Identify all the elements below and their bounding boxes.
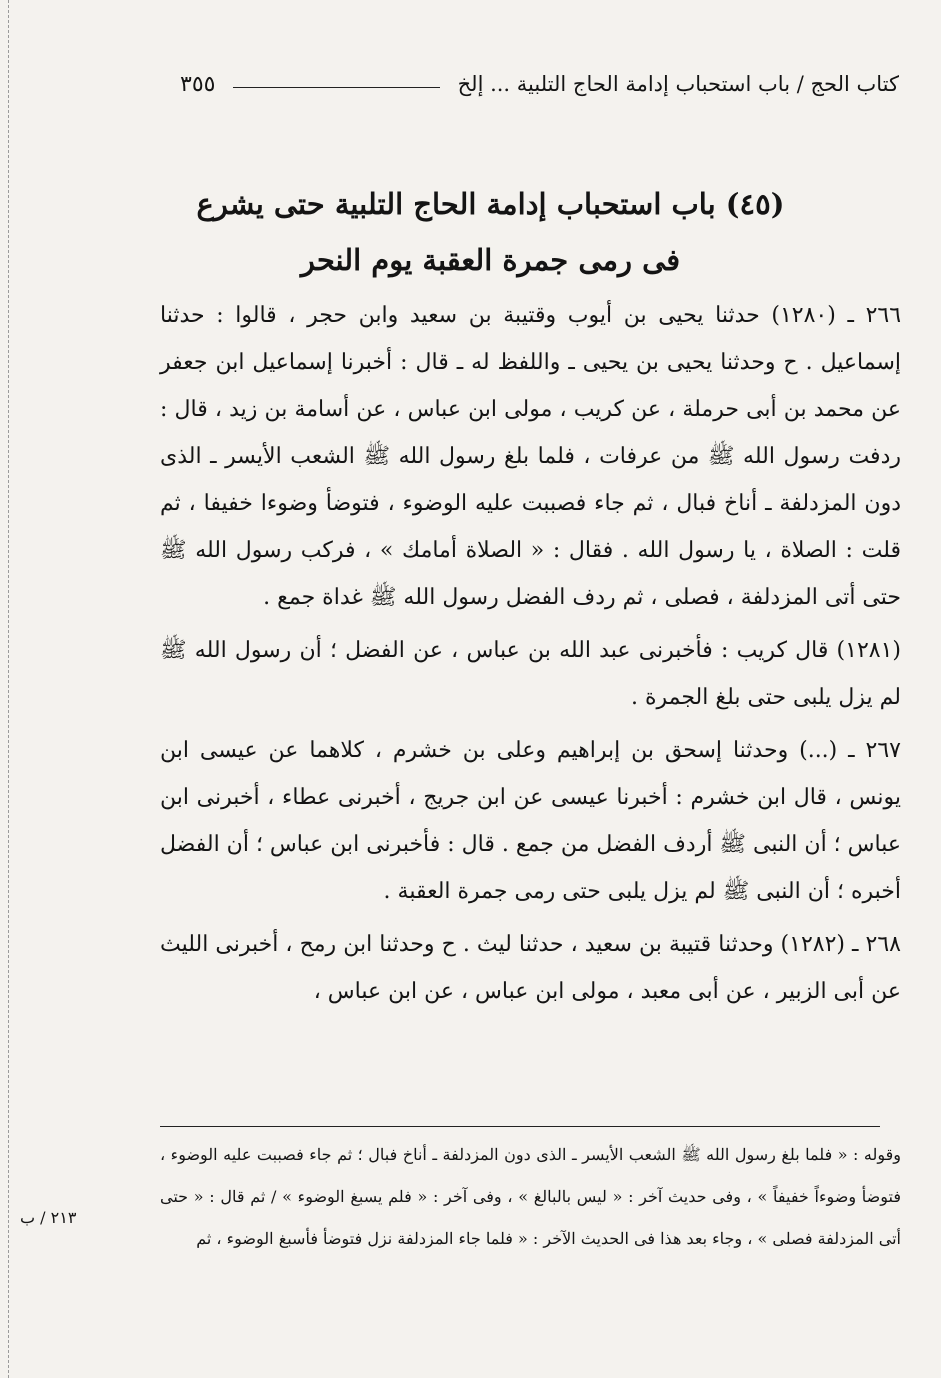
chapter-title-line-1: (٤٥) باب استحباب إدامة الحاج التلبية حتى يشرع [196, 187, 785, 221]
hadith-1281: (١٢٨١) قال كريب : فأخبرنى عبد الله بن عباس ، عن الفضل ؛ أن رسول الله ﷺ لم يزل يلبى حتى بلغ الجمرة . [160, 638, 901, 710]
header-rule [233, 87, 439, 88]
running-title: كتاب الحج / باب استحباب إدامة الحاج التلبية ... إلخ [457, 72, 899, 96]
hadith-266: ٢٦٦ ـ (١٢٨٠) حدثنا يحيى بن أيوب وقتيبة بن سعيد وابن حجر ، قالوا : حدثنا إسماعيل . ح وحدثنا يحيى بن يحيى ـ واللفظ له ـ قال : أخبرنا إسماعيل ابن جعفر عن محمد بن أبى حرملة ، عن كريب ، مولى ابن عباس ، عن أسامة بن زيد ، قال : ردفت رسول الله ﷺ من عرفات ، فلما بلغ رسول الله ﷺ الشعب الأيسر ـ الذى دون المزدلفة ـ أناخ فبال ، ثم جاء فصببت عليه الوضوء ، فتوضأ وضوءا خفيفا ، ثم قلت : الصلاة ، يا رسول الله . فقال : « الصلاة أمامك » ، فركب رسول الله ﷺ حتى أتى المزدلفة ، فصلى ، ثم ردف الفضل رسول الله ﷺ غداة جمع . [160, 303, 902, 610]
scan-margin-rule [8, 0, 9, 1378]
hadith-268: ٢٦٨ ـ (١٢٨٢) وحدثنا قتيبة بن سعيد ، حدثنا ليث . ح وحدثنا ابن رمح ، أخبرنى الليث عن أبى الزبير ، عن أبى معبد ، مولى ابن عباس ، عن ابن عباس ، [160, 932, 901, 1004]
page-number: ٣٥٥ [180, 71, 216, 97]
footnote-rule [160, 1126, 880, 1127]
chapter-title-line-2: فى رمى جمرة العقبة يوم النحر [300, 243, 681, 277]
chapter-heading [150, 176, 831, 288]
footnote-commentary: وقوله : « فلما بلغ رسول الله ﷺ الشعب الأيسر ـ الذى دون المزدلفة ـ أناخ فبال ؛ ثم جاء فصببت عليه الوضوء ، فتوضأ وضوءاً خفيفاً » ، وفى حديث آخر : « ليس بالبالغ » ، وفى آخر : « فلم يسبغ الوضوء » / ثم قال : « حتى أتى المزدلفة فصلى » ، وجاء بعد هذا فى الحديث الآخر : « فلما جاء المزدلفة نزل فتوضأ فأسبغ الوضوء ، ثم [160, 1145, 901, 1248]
hadith-267: ٢٦٧ ـ (...) وحدثنا إسحق بن إبراهيم وعلى بن خشرم ، كلاهما عن عيسى ابن يونس ، قال ابن خشرم : أخبرنا عيسى عن ابن جريج ، أخبرنى عطاء ، أخبرنى ابن عباس ؛ أن النبى ﷺ أردف الفضل من جمع . قال : فأخبرنى ابن عباس ؛ أن الفضل أخبره ؛ أن النبى ﷺ لم يزل يلبى حتى رمى جمرة العقبة . [160, 738, 901, 904]
main-text [160, 292, 901, 1021]
running-header [180, 64, 899, 104]
manuscript-folio-note: ٢١٣ / ب [20, 1208, 77, 1227]
